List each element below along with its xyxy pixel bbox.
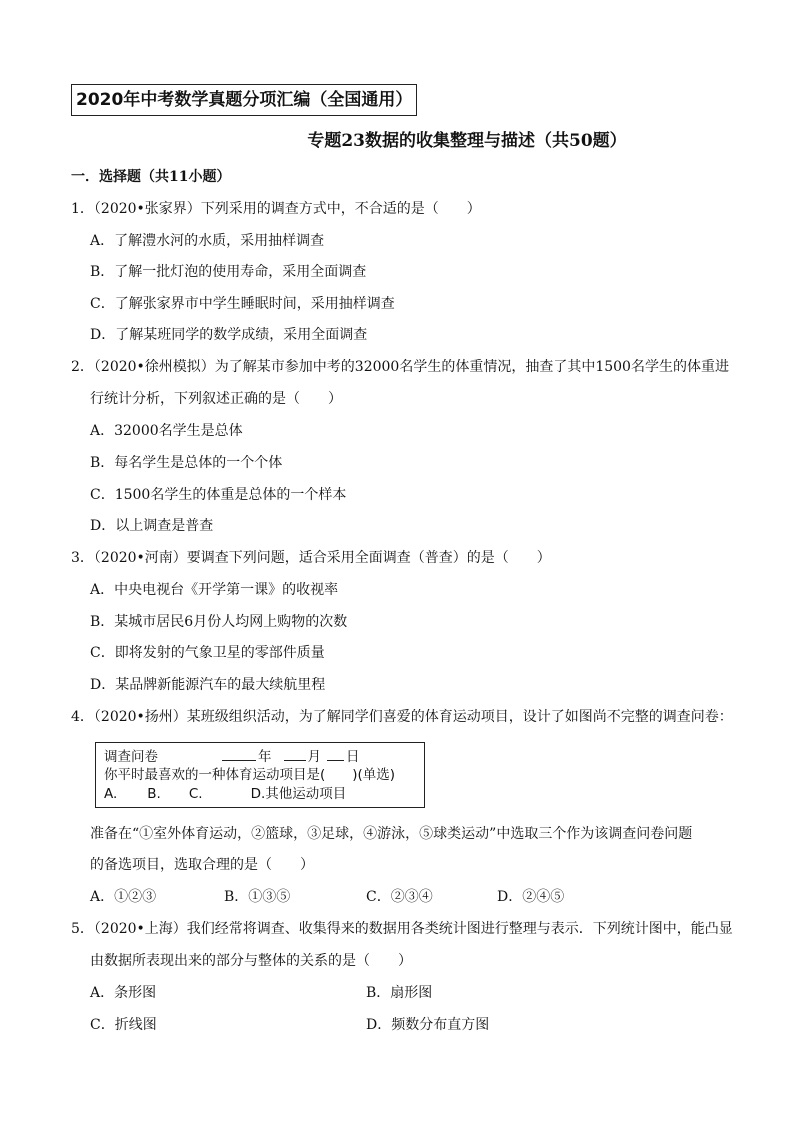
survey-question: 你平时最喜欢的一种体育运动项目是( )(单选) xyxy=(104,767,396,783)
question-1-stem: 1．（2020•张家界）下列采用的调查方式中，不合适的是（ ） xyxy=(71,201,481,217)
question-3-stem: 3．（2020•河南）要调查下列问题，适合采用全面调查（普查）的是（ ） xyxy=(71,550,551,566)
question-4-option-c: C．②③④ xyxy=(366,889,433,905)
survey-choices xyxy=(104,785,424,804)
question-5-option-c: C．折线图 xyxy=(90,1017,157,1033)
year-blank xyxy=(222,747,256,761)
section-heading: 一．选择题（共11小题） xyxy=(71,169,231,185)
question-5-stem: 5．（2020•上海）我们经常将调查、收集得来的数据用各类统计图进行整理与表示．下列统计图中，能凸显 xyxy=(71,921,733,937)
question-5-stem-cont: 由数据所表现出来的部分与整体的关系的是（ ） xyxy=(90,953,412,969)
survey-choice-b: B. xyxy=(147,786,161,802)
question-1-option-d: D．了解某班同学的数学成绩，采用全面调查 xyxy=(90,327,368,343)
question-2-stem-cont: 行统计分析，下列叙述正确的是（ ） xyxy=(90,391,342,407)
month-label: 月 xyxy=(307,749,321,765)
question-4-stem-cont-2: 的备选项目，选取合理的是（ ） xyxy=(90,857,314,873)
question-4-stem-cont-1: 准备在“①室外体育运动，②篮球，③足球，④游泳，⑤球类运动”中选取三个作为该调查问卷问题 xyxy=(90,826,693,842)
question-5-option-d: D．频数分布直方图 xyxy=(366,1017,490,1033)
survey-choice-a: A. xyxy=(104,786,118,802)
survey-title: 调查问卷 xyxy=(104,749,158,765)
question-3-option-a: A．中央电视台《开学第一课》的收视率 xyxy=(90,582,339,598)
question-3-option-b: B．某城市居民6月份人均网上购物的次数 xyxy=(90,614,348,630)
day-label: 日 xyxy=(346,749,360,765)
question-4-stem: 4．（2020•扬州）某班级组织活动，为了解同学们喜爱的体育运动项目，设计了如图尚不完整的调查问卷： xyxy=(71,709,733,725)
survey-row-date xyxy=(104,747,424,766)
document-title: 专题23数据的收集整理与描述（共50题） xyxy=(307,131,627,151)
question-5-option-b: B．扇形图 xyxy=(366,985,433,1001)
question-1-option-a: A．了解澧水河的水质，采用抽样调查 xyxy=(90,233,325,249)
question-2-option-a: A．32000名学生是总体 xyxy=(90,423,243,439)
question-2-stem: 2．（2020•徐州模拟）为了解某市参加中考的32000名学生的体重情况，抽查了其中1500名学生的体重进 xyxy=(71,359,729,375)
question-2-option-c: C．1500名学生的体重是总体的一个样本 xyxy=(90,487,347,503)
question-3-option-c: C．即将发射的气象卫星的零部件质量 xyxy=(90,645,325,661)
question-2-option-b: B．每名学生是总体的一个个体 xyxy=(90,455,283,471)
question-3-option-d: D．某品牌新能源汽车的最大续航里程 xyxy=(90,677,326,693)
survey-questionnaire-box xyxy=(95,742,425,808)
question-4-option-a: A．①②③ xyxy=(90,889,157,905)
survey-choice-c: C. xyxy=(188,786,203,802)
year-label: 年 xyxy=(258,749,272,765)
question-1-option-c: C．了解张家界市中学生睡眠时间，采用抽样调查 xyxy=(90,296,395,312)
question-1-option-b: B．了解一批灯泡的使用寿命，采用全面调查 xyxy=(90,264,367,280)
question-2-option-d: D．以上调查是普查 xyxy=(90,518,214,534)
survey-choice-d: D.其他运动项目 xyxy=(250,786,347,802)
day-blank xyxy=(327,747,344,761)
question-5-option-a: A．条形图 xyxy=(90,985,157,1001)
question-4-option-d: D．②④⑤ xyxy=(497,889,565,905)
month-blank xyxy=(284,747,306,761)
question-4-option-b: B．①③⑤ xyxy=(224,889,291,905)
series-title: 2020年中考数学真题分项汇编（全国通用） xyxy=(71,84,417,116)
